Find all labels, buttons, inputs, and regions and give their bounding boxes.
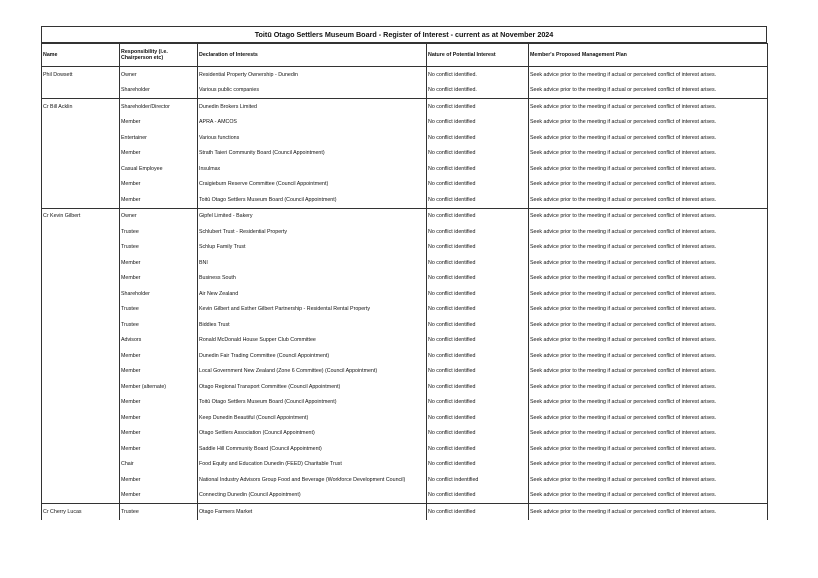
- table-row: [42, 208, 768, 224]
- cell-member-name: [42, 410, 120, 426]
- cell-management-plan: Seek advice prior to the meeting if actual or perceived conflict of interest arises.: [529, 99, 768, 115]
- cell-responsibility: Shareholder: [120, 286, 198, 302]
- cell-responsibility: Member: [120, 348, 198, 364]
- cell-declaration: Schlubert Trust - Residential Property: [198, 224, 427, 240]
- cell-nature-of-interest: No conflict identified.: [427, 67, 529, 83]
- cell-declaration: Saddle Hill Community Board (Council Appointment): [198, 441, 427, 457]
- cell-management-plan: Seek advice prior to the meeting if actual or perceived conflict of interest arises.: [529, 161, 768, 177]
- cell-declaration: Local Government New Zealand (Zone 6 Committee) (Council Appointment): [198, 364, 427, 380]
- cell-declaration: Strath Taieri Community Board (Council Appointment): [198, 146, 427, 162]
- cell-management-plan: Seek advice prior to the meeting if actual or perceived conflict of interest arises.: [529, 302, 768, 318]
- cell-management-plan: Seek advice prior to the meeting if actual or perceived conflict of interest arises.: [529, 286, 768, 302]
- cell-responsibility: Member: [120, 441, 198, 457]
- table-row: [42, 161, 768, 177]
- cell-nature-of-interest: No conflict identified: [427, 240, 529, 256]
- cell-nature-of-interest: No conflict identified: [427, 302, 529, 318]
- cell-nature-of-interest: No conflict identified: [427, 130, 529, 146]
- cell-responsibility: Member: [120, 488, 198, 504]
- header-nature: Nature of Potential Interest: [427, 44, 529, 67]
- cell-declaration: Ronald McDonald House Supper Club Committee: [198, 333, 427, 349]
- cell-management-plan: Seek advice prior to the meeting if actual or perceived conflict of interest arises.: [529, 115, 768, 131]
- cell-member-name: [42, 286, 120, 302]
- table-row: [42, 130, 768, 146]
- table-row: [42, 472, 768, 488]
- cell-member-name: [42, 240, 120, 256]
- cell-member-name: [42, 457, 120, 473]
- cell-management-plan: Seek advice prior to the meeting if actual or perceived conflict of interest arises.: [529, 379, 768, 395]
- cell-member-name: [42, 255, 120, 271]
- cell-member-name: Cr Cherry Lucas: [42, 504, 120, 520]
- cell-responsibility: Member: [120, 395, 198, 411]
- cell-member-name: [42, 333, 120, 349]
- table-row: [42, 488, 768, 504]
- cell-member-name: [42, 271, 120, 287]
- header-management-plan: Member's Proposed Management Plan: [529, 44, 768, 67]
- cell-nature-of-interest: No conflict identified: [427, 395, 529, 411]
- cell-nature-of-interest: No conflict identified: [427, 348, 529, 364]
- cell-member-name: [42, 348, 120, 364]
- cell-member-name: [42, 488, 120, 504]
- cell-declaration: Air New Zealand: [198, 286, 427, 302]
- cell-member-name: [42, 302, 120, 318]
- cell-responsibility: Trustee: [120, 504, 198, 520]
- cell-nature-of-interest: No conflict identified: [427, 504, 529, 520]
- cell-responsibility: Trustee: [120, 302, 198, 318]
- cell-nature-of-interest: No conflict identified: [427, 441, 529, 457]
- cell-responsibility: Member: [120, 271, 198, 287]
- cell-declaration: Craigieburn Reserve Committee (Council Appointment): [198, 177, 427, 193]
- cell-member-name: [42, 441, 120, 457]
- table-row: [42, 240, 768, 256]
- cell-responsibility: Member: [120, 410, 198, 426]
- cell-management-plan: Seek advice prior to the meeting if actual or perceived conflict of interest arises.: [529, 240, 768, 256]
- register-sheet: [41, 26, 767, 520]
- cell-declaration: Biddies Trust: [198, 317, 427, 333]
- cell-responsibility: Member: [120, 255, 198, 271]
- cell-nature-of-interest: No conflict identified: [427, 364, 529, 380]
- cell-declaration: Various public companies: [198, 83, 427, 99]
- cell-declaration: Dunedin Brokers Limited: [198, 99, 427, 115]
- table-row: [42, 255, 768, 271]
- cell-nature-of-interest: No conflict identified: [427, 99, 529, 115]
- table-row: [42, 364, 768, 380]
- cell-declaration: Connecting Dunedin (Council Appointment): [198, 488, 427, 504]
- cell-responsibility: Member (alternate): [120, 379, 198, 395]
- cell-nature-of-interest: No conflict identified: [427, 379, 529, 395]
- cell-responsibility: Casual Employee: [120, 161, 198, 177]
- cell-management-plan: Seek advice prior to the meeting if actual or perceived conflict of interest arises.: [529, 271, 768, 287]
- cell-nature-of-interest: No conflict identified: [427, 317, 529, 333]
- table-row: [42, 83, 768, 99]
- cell-management-plan: Seek advice prior to the meeting if actual or perceived conflict of interest arises.: [529, 177, 768, 193]
- cell-declaration: National Industry Advisors Group Food and Beverage (Workforce Development Council): [198, 472, 427, 488]
- register-body: [42, 67, 768, 520]
- cell-management-plan: Seek advice prior to the meeting if actual or perceived conflict of interest arises.: [529, 317, 768, 333]
- cell-management-plan: Seek advice prior to the meeting if actual or perceived conflict of interest arises.: [529, 472, 768, 488]
- cell-declaration: Otago Settlers Association (Council Appointment): [198, 426, 427, 442]
- cell-responsibility: Shareholder/Director: [120, 99, 198, 115]
- cell-member-name: [42, 472, 120, 488]
- cell-member-name: [42, 395, 120, 411]
- table-row: [42, 177, 768, 193]
- cell-responsibility: Entertainer: [120, 130, 198, 146]
- table-row: [42, 67, 768, 83]
- cell-nature-of-interest: No conflict identified: [427, 488, 529, 504]
- cell-nature-of-interest: No conflict identified: [427, 410, 529, 426]
- cell-responsibility: Member: [120, 472, 198, 488]
- table-row: [42, 410, 768, 426]
- register-table: [41, 43, 768, 520]
- cell-declaration: Various functions: [198, 130, 427, 146]
- cell-management-plan: Seek advice prior to the meeting if actual or perceived conflict of interest arises.: [529, 488, 768, 504]
- header-name: Name: [42, 44, 120, 67]
- cell-management-plan: Seek advice prior to the meeting if actual or perceived conflict of interest arises.: [529, 410, 768, 426]
- table-row: [42, 192, 768, 208]
- cell-responsibility: Trustee: [120, 317, 198, 333]
- cell-nature-of-interest: No conflict identified: [427, 224, 529, 240]
- table-row: [42, 271, 768, 287]
- cell-responsibility: Owner: [120, 208, 198, 224]
- cell-management-plan: Seek advice prior to the meeting if actual or perceived conflict of interest arises.: [529, 255, 768, 271]
- cell-member-name: [42, 146, 120, 162]
- table-row: [42, 99, 768, 115]
- cell-declaration: Dunedin Fair Trading Committee (Council Appointment): [198, 348, 427, 364]
- header-responsibility: Responsibility (i.e. Chairperson etc): [120, 44, 198, 67]
- cell-responsibility: Advisors: [120, 333, 198, 349]
- cell-nature-of-interest: No conflict identified: [427, 286, 529, 302]
- cell-member-name: [42, 177, 120, 193]
- cell-declaration: Insulmax: [198, 161, 427, 177]
- table-row: [42, 441, 768, 457]
- cell-nature-of-interest: No conflict identified.: [427, 83, 529, 99]
- cell-member-name: [42, 192, 120, 208]
- cell-member-name: [42, 426, 120, 442]
- cell-management-plan: Seek advice prior to the meeting if actual or perceived conflict of interest arises.: [529, 83, 768, 99]
- cell-management-plan: Seek advice prior to the meeting if actual or perceived conflict of interest arises.: [529, 441, 768, 457]
- table-row: [42, 302, 768, 318]
- table-row: [42, 348, 768, 364]
- cell-responsibility: Trustee: [120, 240, 198, 256]
- cell-nature-of-interest: No conflict identified: [427, 177, 529, 193]
- cell-management-plan: Seek advice prior to the meeting if actual or perceived conflict of interest arises.: [529, 224, 768, 240]
- table-row: [42, 115, 768, 131]
- cell-management-plan: Seek advice prior to the meeting if actual or perceived conflict of interest arises.: [529, 364, 768, 380]
- table-row: [42, 286, 768, 302]
- document-title: Toitū Otago Settlers Museum Board - Register of Interest - current as at November 2024: [41, 26, 767, 43]
- table-row: [42, 146, 768, 162]
- cell-member-name: Phil Dowsett: [42, 67, 120, 83]
- cell-responsibility: Shareholder: [120, 83, 198, 99]
- cell-management-plan: Seek advice prior to the meeting if actual or perceived conflict of interest arises.: [529, 146, 768, 162]
- cell-member-name: Cr Bill Acklin: [42, 99, 120, 115]
- cell-declaration: APRA - AMCOS: [198, 115, 427, 131]
- cell-declaration: Gipfel Limited - Bakery: [198, 208, 427, 224]
- cell-responsibility: Trustee: [120, 224, 198, 240]
- cell-nature-of-interest: No conflict identified: [427, 208, 529, 224]
- table-row: [42, 333, 768, 349]
- cell-responsibility: Member: [120, 177, 198, 193]
- cell-responsibility: Member: [120, 192, 198, 208]
- cell-responsibility: Chair: [120, 457, 198, 473]
- cell-management-plan: Seek advice prior to the meeting if actual or perceived conflict of interest arises.: [529, 130, 768, 146]
- table-row: [42, 224, 768, 240]
- cell-member-name: [42, 83, 120, 99]
- table-row: [42, 379, 768, 395]
- cell-nature-of-interest: No conflict identified: [427, 255, 529, 271]
- cell-member-name: [42, 364, 120, 380]
- cell-declaration: Keep Dunedin Beautiful (Council Appointment): [198, 410, 427, 426]
- cell-member-name: Cr Kevin Gilbert: [42, 208, 120, 224]
- cell-declaration: BNI: [198, 255, 427, 271]
- table-row: [42, 426, 768, 442]
- cell-member-name: [42, 130, 120, 146]
- cell-declaration: Kevin Gilbert and Esther Gilbert Partnership - Residental Rental Property: [198, 302, 427, 318]
- cell-nature-of-interest: No conflict identified: [427, 146, 529, 162]
- cell-nature-of-interest: No conflict identified: [427, 333, 529, 349]
- cell-declaration: Otago Regional Transport Committee (Council Appointment): [198, 379, 427, 395]
- cell-management-plan: Seek advice prior to the meeting if actual or perceived conflict of interest arises.: [529, 348, 768, 364]
- cell-nature-of-interest: No conflict identified: [427, 115, 529, 131]
- cell-declaration: Food Equity and Education Dunedin (FEED) Charitable Trust: [198, 457, 427, 473]
- cell-management-plan: Seek advice prior to the meeting if actual or perceived conflict of interest arises.: [529, 426, 768, 442]
- cell-responsibility: Member: [120, 115, 198, 131]
- cell-member-name: [42, 317, 120, 333]
- cell-responsibility: Owner: [120, 67, 198, 83]
- cell-declaration: Business South: [198, 271, 427, 287]
- cell-responsibility: Member: [120, 364, 198, 380]
- cell-nature-of-interest: No conflict identified: [427, 192, 529, 208]
- cell-nature-of-interest: No conflict indentified: [427, 472, 529, 488]
- table-row: [42, 457, 768, 473]
- cell-declaration: Schlup Family Trust: [198, 240, 427, 256]
- cell-management-plan: Seek advice prior to the meeting if actual or perceived conflict of interest arises.: [529, 457, 768, 473]
- cell-member-name: [42, 115, 120, 131]
- cell-responsibility: Member: [120, 426, 198, 442]
- cell-member-name: [42, 161, 120, 177]
- cell-management-plan: Seek advice prior to the meeting if actual or perceived conflict of interest arises.: [529, 67, 768, 83]
- table-row: [42, 504, 768, 520]
- cell-nature-of-interest: No conflict identified: [427, 457, 529, 473]
- cell-nature-of-interest: No conflict identified: [427, 426, 529, 442]
- cell-nature-of-interest: No conflict identified: [427, 161, 529, 177]
- header-row: [42, 44, 768, 67]
- cell-declaration: Otago Farmers Market: [198, 504, 427, 520]
- cell-management-plan: Seek advice prior to the meeting if actual or perceived conflict of interest arises.: [529, 333, 768, 349]
- cell-declaration: Toitū Otago Settlers Museum Board (Council Appointment): [198, 192, 427, 208]
- cell-management-plan: Seek advice prior to the meeting if actual or perceived conflict of interest arises.: [529, 208, 768, 224]
- cell-management-plan: Seek advice prior to the meeting if actual or perceived conflict of interest arises.: [529, 504, 768, 520]
- cell-member-name: [42, 379, 120, 395]
- cell-responsibility: Member: [120, 146, 198, 162]
- table-row: [42, 395, 768, 411]
- cell-nature-of-interest: No conflict identified: [427, 271, 529, 287]
- cell-declaration: Toitū Otago Settlers Museum Board (Council Appointment): [198, 395, 427, 411]
- header-declaration: Declaration of Interests: [198, 44, 427, 67]
- cell-management-plan: Seek advice prior to the meeting if actual or perceived conflict of interest arises.: [529, 395, 768, 411]
- cell-management-plan: Seek advice prior to the meeting if actual or perceived conflict of interest arises.: [529, 192, 768, 208]
- cell-declaration: Residential Property Ownership - Dunedin: [198, 67, 427, 83]
- table-row: [42, 317, 768, 333]
- cell-member-name: [42, 224, 120, 240]
